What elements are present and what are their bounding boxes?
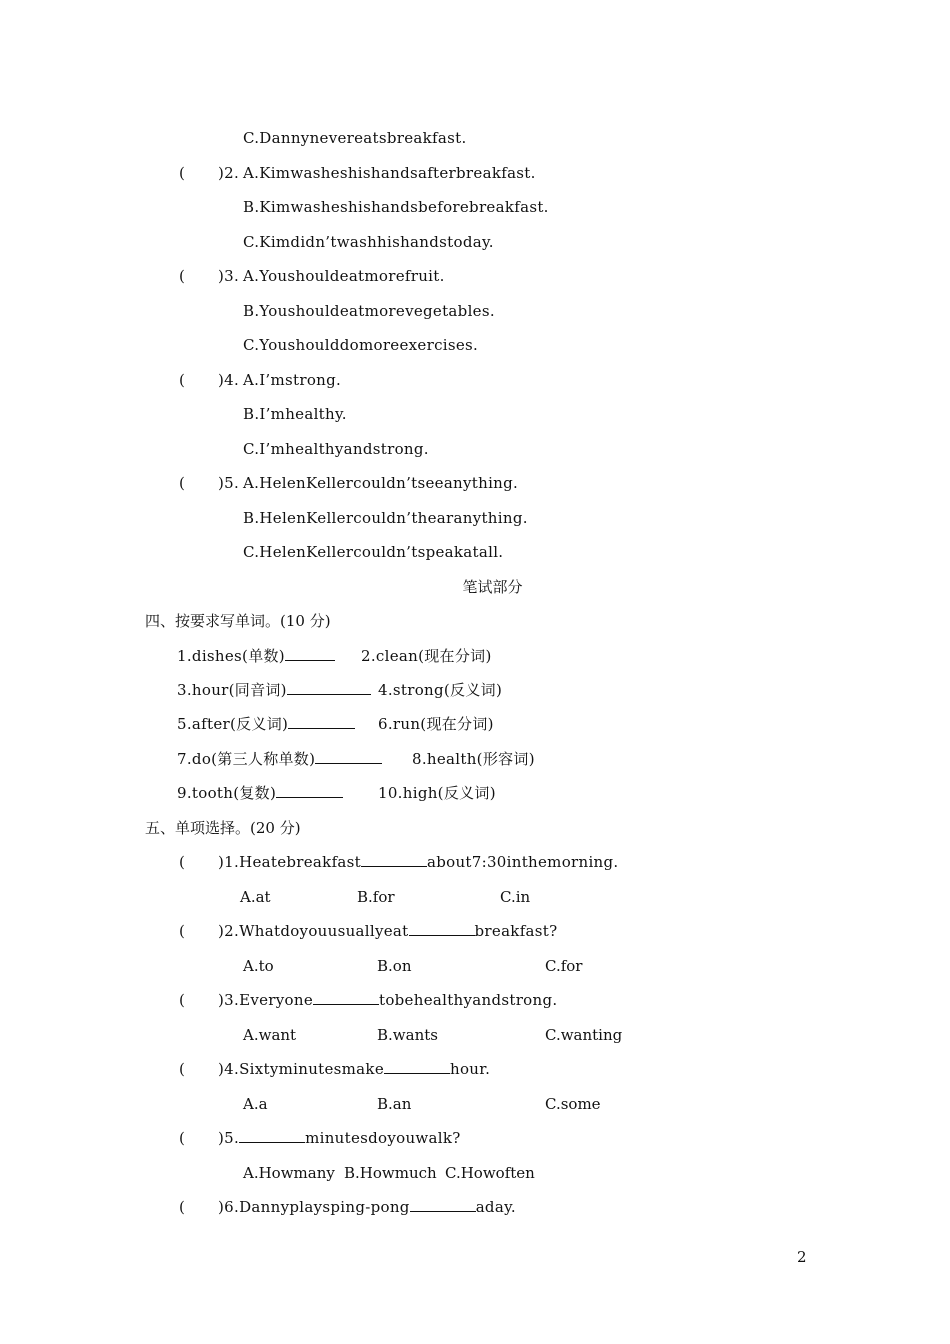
mc-q3-option-c[interactable]: C.wanting [545,1026,623,1044]
listening-q4-option-a: A.I’mstrong. [243,371,342,389]
listening-q3-option-c: C.Youshoulddomoreexercises. [243,336,479,354]
mc-q1-option-c[interactable]: C.in [500,888,531,906]
answer-paren: ( [179,922,185,940]
mc-q5-option-c[interactable]: C.Howoften [445,1164,535,1182]
answer-blank[interactable] [361,852,427,867]
section4-item-2: 2.clean(现在分词) [361,647,492,665]
section4-item-5: 5.after(反义词) [177,714,355,734]
mc-q4-option-a[interactable]: A.a [243,1095,268,1113]
answer-paren: ( [179,371,185,389]
listening-q2-option-c: C.Kimdidn’twashhishandstoday. [243,233,494,251]
listening-q3-option-a: A.Youshouldeatmorefruit. [243,267,445,285]
section5-title: 五、单项选择。(20 分) [145,819,301,837]
mc-q1-option-b[interactable]: B.for [357,888,395,906]
listening-q2-option-b: B.Kimwasheshishandsbeforebreakfast. [243,198,549,216]
listening-q5-option-c: C.HelenKellercouldn’tspeakatall. [243,543,504,561]
section4-title: 四、按要求写单词。(10 分) [145,612,331,630]
mc-q6-text: )6.Dannyplaysping-pong aday. [218,1198,516,1216]
section4-item-7: 7.do(第三人称单数) [177,749,382,769]
mc-q5-text: )5. minutesdoyouwalk? [218,1129,461,1147]
listening-q5-option-b: B.HelenKellercouldn’thearanything. [243,509,528,527]
answer-blank[interactable] [315,749,382,764]
listening-q3-option-b: B.Youshouldeatmorevegetables. [243,302,495,320]
mc-q3-option-a[interactable]: A.want [243,1026,297,1044]
written-part-title: 笔试部分 [462,578,523,596]
mc-q4-option-c[interactable]: C.some [545,1095,601,1113]
answer-paren: ( [179,474,185,492]
answer-blank[interactable] [276,783,343,798]
section4-item-6: 6.run(现在分词) [378,715,494,733]
mc-q2-option-a[interactable]: A.to [243,957,274,975]
mc-q1-option-a[interactable]: A.at [240,888,271,906]
section4-item-1: 1.dishes(单数) [177,646,335,666]
listening-q2-num: )2. [218,164,240,182]
answer-paren: ( [179,164,185,182]
page-number: 2 [797,1248,807,1266]
listening-q4-num: )4. [218,371,240,389]
answer-blank[interactable] [287,680,371,695]
answer-blank[interactable] [285,646,335,661]
listening-q1-option-c: C.Dannynevereatsbreakfast. [243,129,467,147]
mc-q3-option-b[interactable]: B.wants [377,1026,438,1044]
answer-blank[interactable] [313,990,379,1005]
answer-paren: ( [179,1198,185,1216]
listening-q5-num: )5. [218,474,240,492]
answer-paren: ( [179,1129,185,1147]
answer-blank[interactable] [384,1059,450,1074]
answer-paren: ( [179,1060,185,1078]
listening-q4-option-b: B.I’mhealthy. [243,405,347,423]
section4-item-4: 4.strong(反义词) [378,681,503,699]
answer-blank[interactable] [239,1128,305,1143]
answer-paren: ( [179,267,185,285]
listening-q2-option-a: A.Kimwasheshishandsafterbreakfast. [243,164,536,182]
mc-q3-text: )3.Everyone tobehealthyandstrong. [218,991,558,1009]
answer-blank[interactable] [288,714,355,729]
listening-q3-num: )3. [218,267,240,285]
section4-item-3: 3.hour(同音词) [177,680,371,700]
mc-q2-option-c[interactable]: C.for [545,957,583,975]
section4-item-10: 10.high(反义词) [378,784,496,802]
section4-item-8: 8.health(形容词) [412,750,535,768]
mc-q5-option-b[interactable]: B.Howmuch [344,1164,437,1182]
answer-paren: ( [179,853,185,871]
mc-q4-text: )4.Sixtyminutesmake hour. [218,1060,491,1078]
listening-q4-option-c: C.I’mhealthyandstrong. [243,440,429,458]
section4-item-9: 9.tooth(复数) [177,783,343,803]
mc-q4-option-b[interactable]: B.an [377,1095,412,1113]
mc-q2-option-b[interactable]: B.on [377,957,412,975]
answer-blank[interactable] [410,1197,476,1212]
mc-q2-text: )2.Whatdoyouusuallyeat breakfast? [218,922,558,940]
answer-blank[interactable] [409,921,475,936]
mc-q5-option-a[interactable]: A.Howmany [243,1164,335,1182]
answer-paren: ( [179,991,185,1009]
listening-q5-option-a: A.HelenKellercouldn’tseeanything. [243,474,519,492]
mc-q1-text: )1.Heatebreakfast about7:30inthemorning. [218,853,619,871]
